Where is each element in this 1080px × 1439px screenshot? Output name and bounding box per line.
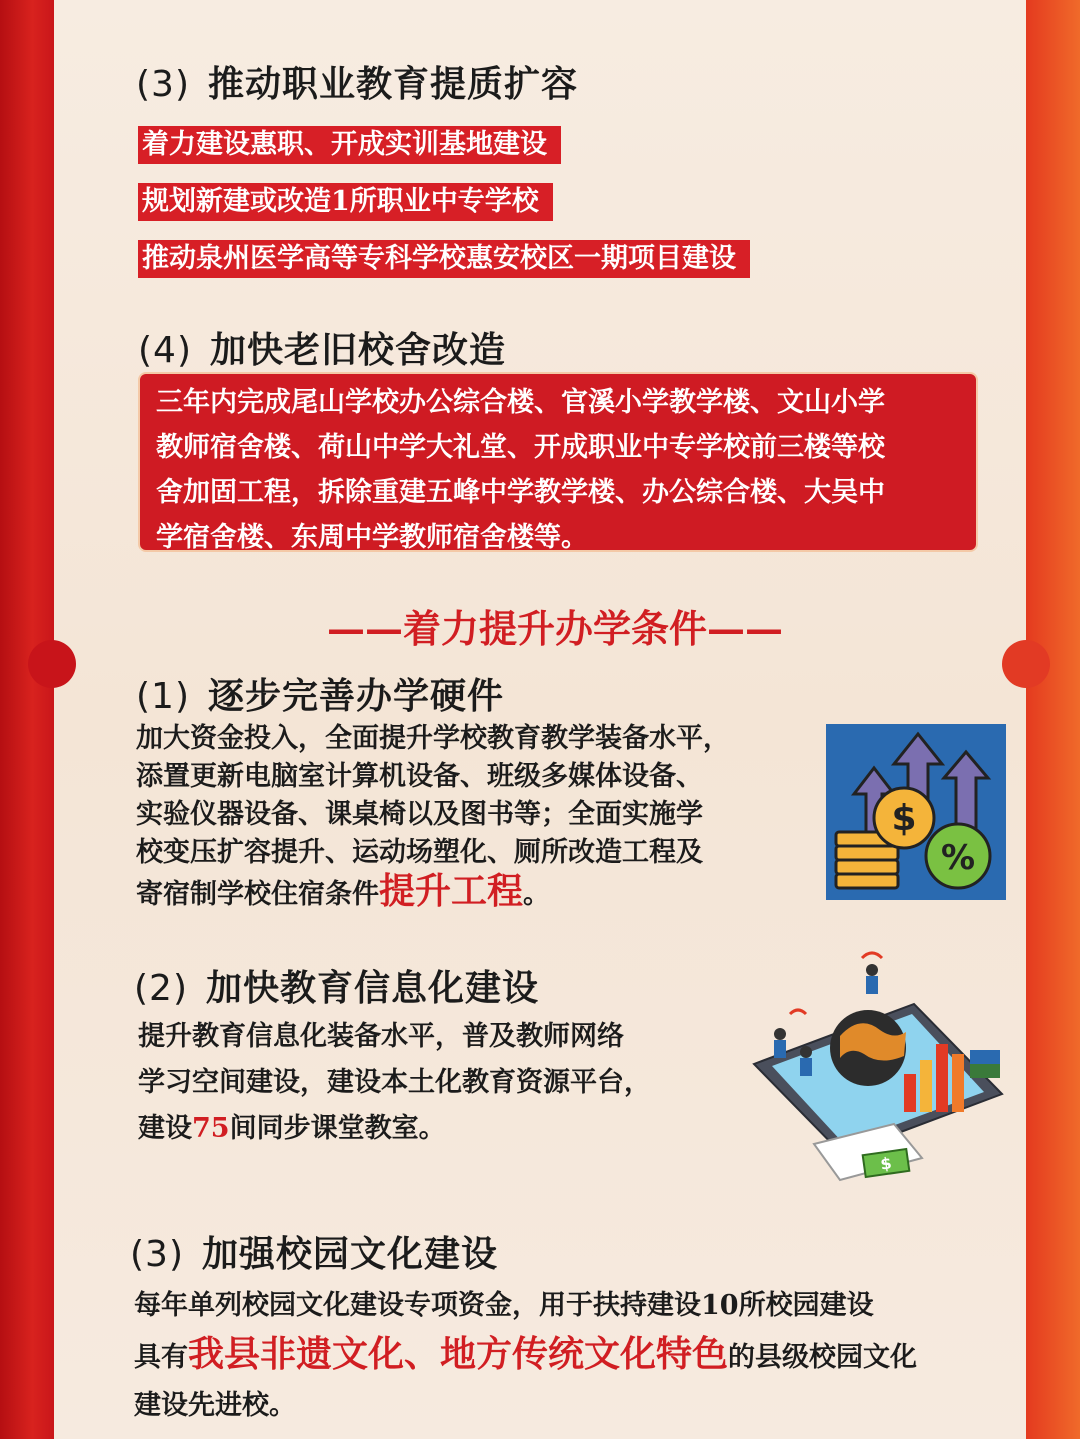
money-growth-icon	[826, 724, 1006, 900]
tag-item: 规划新建或改造1所职业中专学校	[138, 183, 553, 221]
para-line: 加大资金投入，全面提升学校教育教学装备水平，	[136, 723, 730, 754]
para-line: 建设先进校。	[134, 1390, 296, 1421]
section-divider-title: ——着力提升办学条件——	[326, 606, 783, 651]
highlight-text: 提升工程	[379, 870, 524, 912]
box-line: 三年内完成尾山学校办公综合楼、官溪小学教学楼、文山小学	[156, 387, 885, 418]
heading-informatization	[134, 960, 539, 1011]
heading-text: 逐步完善办学硬件	[208, 675, 505, 717]
text-run: 间同步课堂教室。	[229, 1113, 446, 1144]
box-line: 教师宿舍楼、荷山中学大礼堂、开成职业中专学校前三楼等校	[156, 432, 885, 463]
heading-old-buildings	[138, 322, 506, 373]
text-run: 的县级校园文化	[728, 1342, 918, 1373]
para-line	[134, 1330, 1014, 1382]
tag-item: 着力建设惠职、开成实训基地建设	[138, 126, 561, 164]
tag-item: 推动泉州医学高等专科学校惠安校区一期项目建设	[138, 240, 750, 278]
heading-hardware	[136, 668, 504, 719]
svg-text:$: $	[879, 1153, 893, 1174]
heading-campus-culture	[130, 1226, 498, 1277]
left-notch-decoration	[28, 640, 76, 688]
text-run: 具有	[134, 1342, 188, 1373]
highlight-text: 75	[192, 1113, 230, 1144]
heading-number: (2)	[134, 968, 188, 1009]
text-run: 建设	[138, 1113, 192, 1144]
old-buildings-box	[138, 372, 978, 552]
heading-number: (4)	[138, 330, 192, 371]
para-line: 每年单列校园文化建设专项资金，用于扶持建设10所校园建设	[134, 1290, 874, 1321]
heading-text: 加强校园文化建设	[202, 1233, 499, 1275]
text-run: 寄宿制学校住宿条件	[136, 879, 379, 910]
para-line: 提升教育信息化装备水平，普及教师网络	[138, 1021, 624, 1052]
para-line: 学习空间建设，建设本土化教育资源平台，	[138, 1067, 651, 1098]
highlight-text: 我县非遗文化、地方传统文化特色	[188, 1333, 729, 1375]
para-line: 实验仪器设备、课桌椅以及图书等；全面实施学	[136, 799, 703, 830]
heading-text: 推动职业教育提质扩容	[208, 63, 579, 105]
heading-text: 加快教育信息化建设	[206, 967, 540, 1009]
svg-text:%: %	[940, 838, 976, 878]
network-education-icon	[744, 944, 1006, 1188]
campus-culture-paragraph	[134, 1282, 1014, 1430]
box-line: 舍加固工程，拆除重建五峰中学教学楼、办公综合楼、大吴中	[156, 477, 885, 508]
box-line: 学宿舍楼、东周中学教师宿舍楼等。	[156, 522, 588, 553]
text-run: 。	[523, 879, 551, 910]
para-line: 添置更新电脑室计算机设备、班级多媒体设备、	[136, 761, 703, 792]
heading-number: (3)	[130, 1234, 184, 1275]
informatization-paragraph	[138, 1014, 738, 1152]
heading-number: (3)	[136, 64, 190, 105]
hardware-paragraph	[136, 720, 816, 914]
para-line	[136, 872, 816, 914]
para-line	[138, 1106, 738, 1152]
heading-text: 加快老旧校舍改造	[210, 329, 507, 371]
para-line: 校变压扩容提升、运动场塑化、厕所改造工程及	[136, 837, 703, 868]
svg-text:$: $	[891, 798, 917, 839]
heading-number: (1)	[136, 676, 190, 717]
right-notch-decoration	[1002, 640, 1050, 688]
heading-vocational	[136, 56, 578, 107]
